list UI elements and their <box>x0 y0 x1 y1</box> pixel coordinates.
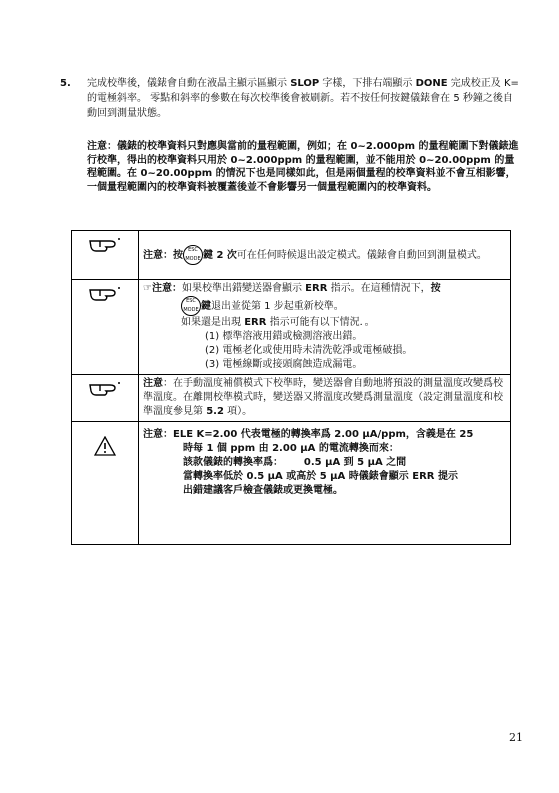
note-row-conversion <box>72 422 511 545</box>
err-cause-1: (1) 標準溶液用錯或檢測溶液出錯。 <box>205 331 363 342</box>
err-keyword: ERR <box>305 283 328 294</box>
err-text-b: 指示。在這種情況下， <box>327 283 431 294</box>
conversion-line-2: 時每 1 個 ppm 由 2.00 μA 的電流轉換而來： <box>183 443 399 454</box>
conversion-rate-range: 0.5 μA 到 5 μA 之間 <box>303 457 407 468</box>
conversion-line-1: 注意：ELE K=2.00 代表電極的轉換率爲 2.00 μA/ppm，含義是在 25 <box>143 429 474 440</box>
note-icon-cell <box>72 231 139 280</box>
key-press-count: 鍵 2 次 <box>203 250 237 261</box>
step-5-text <box>87 76 520 121</box>
pointing-hand-icon <box>88 379 122 402</box>
temp-text-b: 項）。 <box>223 406 253 417</box>
note-esc-text <box>139 231 511 280</box>
note-row-esc <box>72 231 511 280</box>
key-bottom-label: MODE <box>185 256 201 262</box>
section-ref: 5.2 <box>206 406 224 417</box>
conversion-line-5: 出錯建議客戶檢查儀錶或更換電極。 <box>183 485 343 496</box>
note-label: ☞注意： <box>143 283 182 294</box>
warning-triangle-icon <box>94 448 116 459</box>
err-cause-2: (2) 電極老化或使用時未清洗乾淨或電極破損。 <box>205 345 413 356</box>
page-number: 21 <box>509 731 523 744</box>
note-icon-cell <box>72 280 139 375</box>
note-esc-body: 可在任何時候退出設定模式。儀錶會自動回到測量模式。 <box>236 250 487 261</box>
note-row-temperature <box>72 375 511 422</box>
err-text-e: 如果還是出現 <box>181 317 245 328</box>
err-keyword: ERR <box>244 317 267 328</box>
note-label: 注意 <box>143 378 163 389</box>
err-line-3 <box>143 316 506 330</box>
key-top-label: ESC <box>188 247 198 253</box>
conversion-line-4: 當轉換率低於 0.5 μA 或高於 5 μA 時儀錶會顯示 ERR 提示 <box>183 471 458 482</box>
slop-keyword: SLOP <box>290 78 320 89</box>
err-text-a: 如果校準出錯變送器會顯示 <box>181 283 306 294</box>
done-keyword: DONE <box>415 78 448 89</box>
err-text-d: 退出並從第 1 步起重新校準。 <box>211 301 344 312</box>
err-text-f: 指示可能有以下情況．。 <box>266 317 375 328</box>
note-row-err <box>72 280 511 375</box>
note-label: 注意 <box>143 250 163 261</box>
note-err-text <box>139 280 511 375</box>
err-key-word: 鍵 <box>201 301 211 312</box>
pointing-hand-icon <box>88 235 122 258</box>
err-cause-3: (3) 電極線斷或接頭腐蝕造成漏電。 <box>205 359 363 370</box>
step-text-c: 完成校正及 K=的電極斜率。 零點和斜率的參數在每次校準後會被刷新。若不按任何按鍵儀錶會在 5 秒鐘之後自動回到測量狀態。 <box>87 78 519 119</box>
step-5-paragraph <box>60 76 520 121</box>
key-bottom-label: MODE <box>183 307 199 313</box>
note-icon-cell <box>72 422 139 545</box>
conversion-line-3 <box>143 456 506 470</box>
err-line-1 <box>143 282 506 296</box>
key-top-label: ESC <box>186 298 196 304</box>
temp-text-a: ：在手動溫度補償模式下校準時，變送器會自動地將預設的測量溫度改變爲校準溫度。在離開校準模式時，變送器又將溫度改變爲測量溫度（設定測量溫度和校準溫度參見第 <box>143 378 503 417</box>
note-conversion-text <box>139 422 511 545</box>
conversion-rate-label: 該款儀錶的轉換率爲： <box>183 457 283 468</box>
pointing-hand-icon <box>88 284 122 307</box>
step-text-a: 完成校準後，儀錶會自動在液晶主顯示區顯示 <box>87 78 291 89</box>
step-number: 5. <box>60 78 71 89</box>
note-press-text: ：按 <box>163 250 183 261</box>
err-line-2 <box>143 296 506 316</box>
esc-mode-key-icon <box>183 245 203 265</box>
note-icon-cell <box>72 375 139 422</box>
err-press: 按 <box>430 283 441 294</box>
calibration-range-note: 注意：儀錶的校準資料只對應與當前的量程範圍，例如；在 0~2.000pm 的量程範圍下對儀錶進行校準，得出的校準資料只用於 0~2.000ppm 的量程範圍，並不能用於 0~20.00ppm 的量程範圍。在 0~20.00ppm 的情況下也是同樣如此，但是兩個量程的校準資料並不會互相影響，一個量程範圍內的校準資料被覆蓋後並不會影響另一個量程範圍內的校準資料。 <box>87 141 519 193</box>
notes-table <box>71 230 511 545</box>
note-temp-text <box>139 375 511 422</box>
esc-mode-key-icon <box>181 296 201 316</box>
step-text-b: 字樣，下排右端顯示 <box>319 78 416 89</box>
